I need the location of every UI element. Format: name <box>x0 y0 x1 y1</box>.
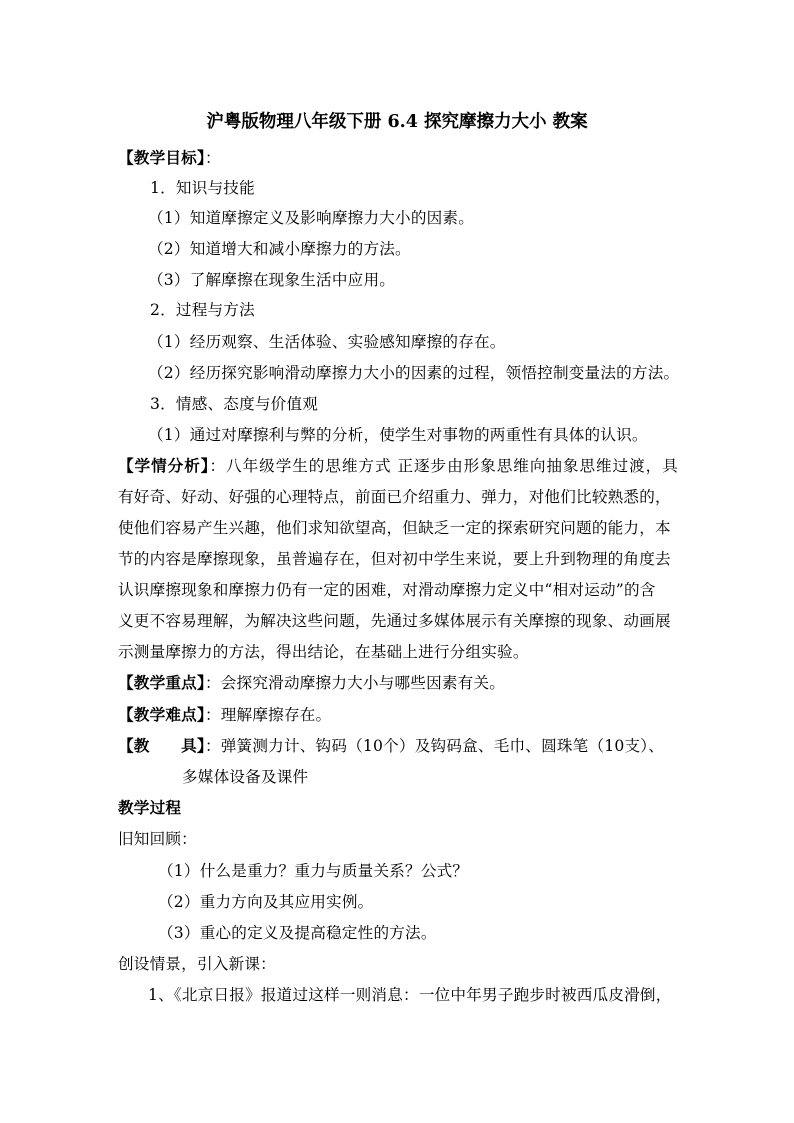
knowledge-heading: 1．知识与技能 <box>150 179 255 197</box>
analysis-heading: 【学情分析】 <box>118 456 210 475</box>
analysis-line-1 <box>118 456 678 476</box>
analysis-line-3: 使他们容易产生兴趣，他们求知欲望高，但缺乏一定的探索研究问题的能力，本 <box>118 519 671 537</box>
knowledge-item-2: （2）知道增大和减小摩擦力的方法。 <box>148 240 411 258</box>
review-item-2: （2）重力方向及其应用实例。 <box>158 893 374 911</box>
tools-line <box>118 736 664 756</box>
goals-heading-line <box>118 148 221 168</box>
intro-heading: 创设情景，引入新课： <box>118 955 276 973</box>
knowledge-item-3: （3）了解摩擦在现象生活中应用。 <box>148 271 396 289</box>
key-point-heading: 【教学重点】 <box>118 673 205 692</box>
analysis-line-7: 示测量摩擦力的方法，得出结论，在基础上进行分组实验。 <box>118 643 529 661</box>
analysis-line-5: 认识摩擦现象和摩擦力仍有一定的困难，对滑动摩擦力定义中“相对运动”的含 <box>118 581 656 599</box>
review-item-3: （3）重心的定义及提高稳定性的方法。 <box>158 924 437 942</box>
process-item-1: （1）经历观察、生活体验、实验感知摩擦的存在。 <box>148 333 506 351</box>
analysis-text-1: ：八年级学生的思维方式 正逐步由形象思维向抽象思维过渡，具 <box>209 457 678 475</box>
process-item-2: （2）经历探究影响滑动摩擦力大小的因素的过程，领悟控制变量法的方法。 <box>148 364 680 382</box>
difficulty-line <box>118 705 331 725</box>
emotion-item-1: （1）通过对摩擦利与弊的分析，使学生对事物的两重性有具体的认识。 <box>148 426 648 444</box>
tools-text-2: 多媒体设备及课件 <box>182 768 309 786</box>
intro-item-1: 1、《北京日报》报道过这样一则消息：一位中年男子跑步时被西瓜皮滑倒， <box>148 986 672 1004</box>
emotion-heading: 3．情感、态度与价值观 <box>150 395 319 413</box>
analysis-line-4: 节的内容是摩擦现象，虽普遍存在，但对初中学生来说，要上升到物理的角度去 <box>118 550 671 568</box>
review-heading: 旧知回顾： <box>118 830 197 848</box>
analysis-line-6: 义更不容易理解，为解决这些问题，先通过多媒体展示有关摩擦的现象、动画展 <box>118 612 671 630</box>
difficulty-heading: 【教学难点】 <box>118 705 205 724</box>
tools-text: ：弹簧测力计、钩码（10个）及钩码盒、毛巾、圆珠笔（10支）、 <box>204 737 665 755</box>
difficulty-text: ：理解摩擦存在。 <box>204 706 332 724</box>
goals-heading: 【教学目标】 <box>118 148 205 167</box>
key-point-line <box>118 673 505 693</box>
knowledge-item-1: （1）知道摩擦定义及影响摩擦力大小的因素。 <box>148 209 474 227</box>
process-heading: 2．过程与方法 <box>150 301 255 319</box>
goals-colon: ： <box>204 149 221 167</box>
page-title: 沪粤版物理八年级下册 6.4 探究摩擦力大小 教案 <box>206 112 588 132</box>
review-item-1: （1）什么是重力？重力与质量关系？公式？ <box>158 862 469 880</box>
tools-heading: 【教 具】 <box>118 736 205 755</box>
analysis-line-2: 有好奇、好动、好强的心理特点，前面已介绍重力、弹力，对他们比较熟悉的， <box>118 488 671 506</box>
teaching-process-heading: 教学过程 <box>118 798 182 817</box>
key-point-text: ：会探究滑动摩擦力大小与哪些因素有关。 <box>204 674 506 692</box>
